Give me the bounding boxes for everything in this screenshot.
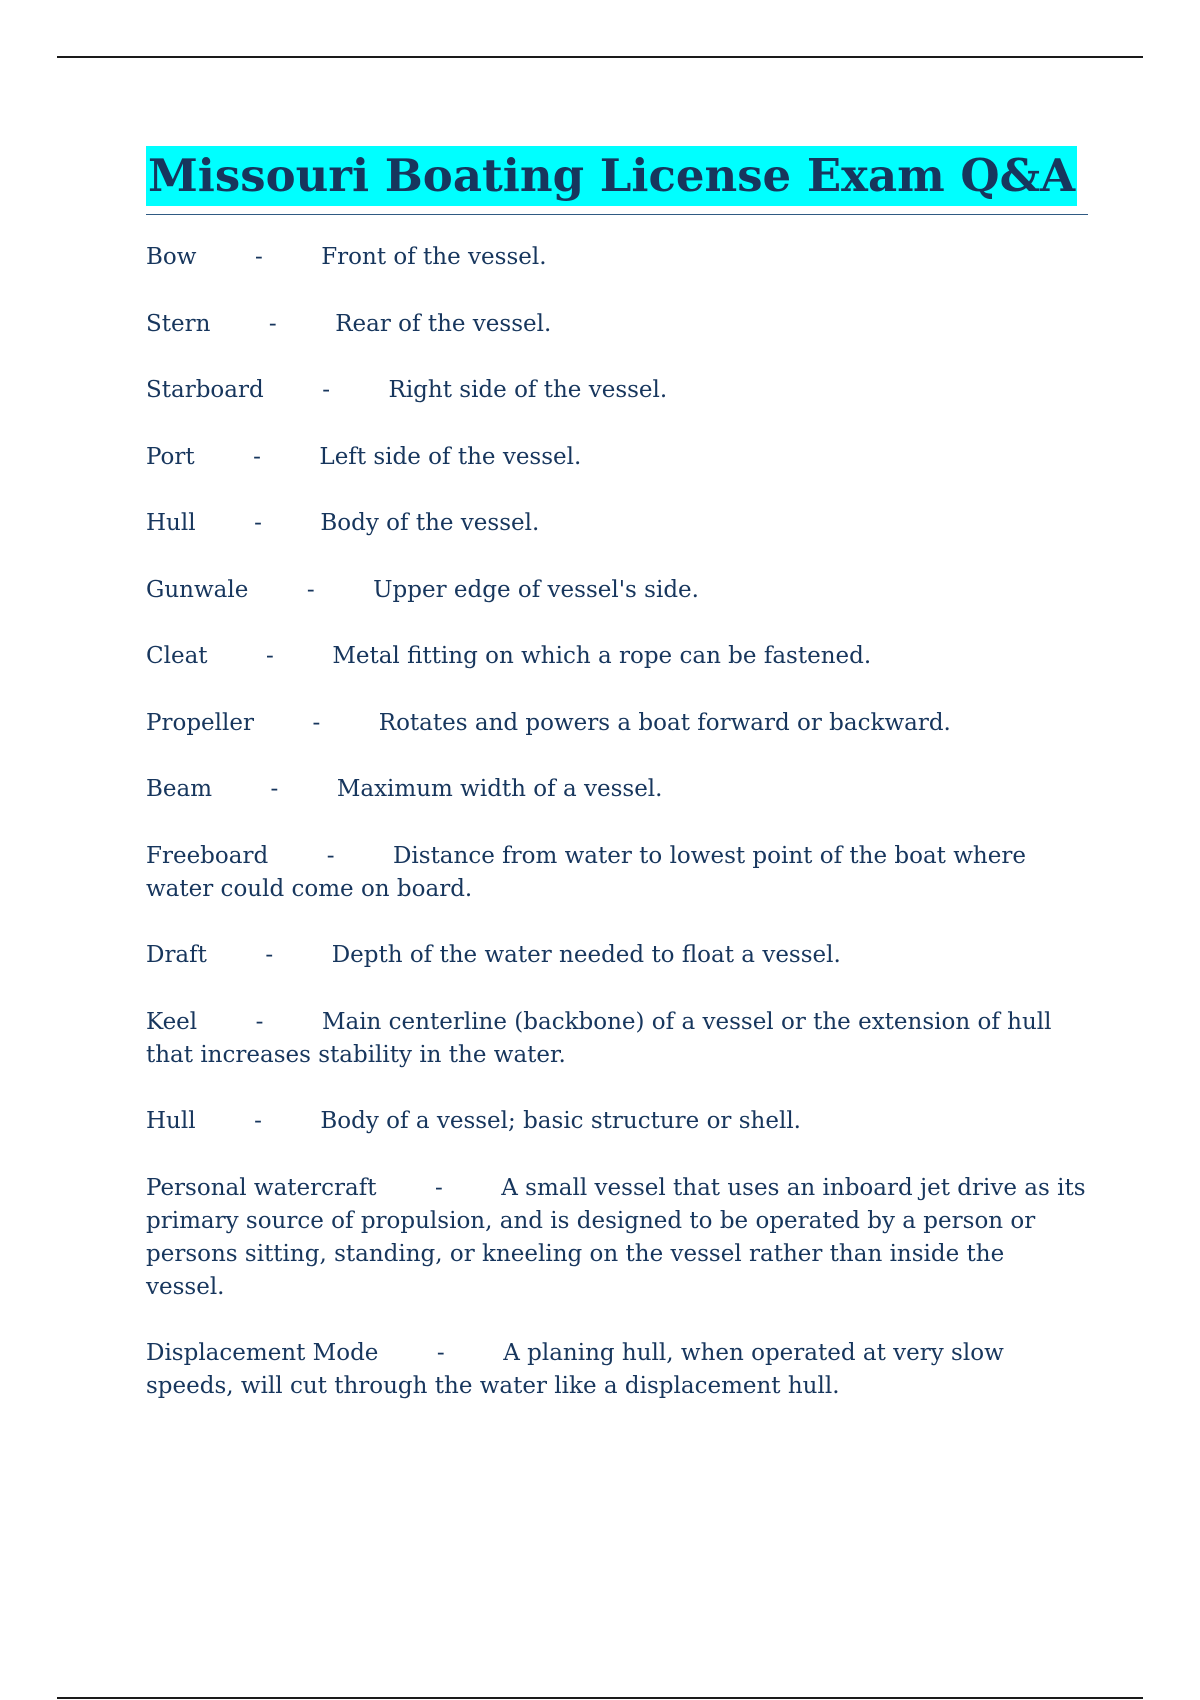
bottom-rule <box>57 1697 1143 1699</box>
qa-separator: - <box>322 377 330 403</box>
qa-definition: Left side of the vessel. <box>319 443 582 470</box>
qa-separator: - <box>436 1340 445 1366</box>
qa-definition: Rear of the vessel. <box>335 310 552 337</box>
qa-definition: Right side of the vessel. <box>388 377 668 403</box>
qa-term: Stern <box>146 310 211 337</box>
qa-separator: - <box>254 244 263 270</box>
qa-definition: Rotates and powers a boat forward or backward. <box>378 709 951 736</box>
qa-term: Propeller <box>146 709 254 736</box>
qa-term: Keel <box>146 1008 198 1035</box>
qa-definition: A small vessel that uses an inboard jet drive as its primary source of propulsion, and is designed to be operated by a person or persons sitting, standing, or kneeling on the vessel rather than inside the vessel. <box>146 1174 1093 1300</box>
qa-term: Beam <box>146 776 213 802</box>
qa-separator: - <box>266 643 274 669</box>
qa-entry <box>146 1105 1088 1138</box>
qa-entry <box>146 507 1088 540</box>
document-title: Missouri Boating License Exam Q&A <box>146 146 1077 206</box>
qa-entry <box>146 441 1088 474</box>
qa-list <box>146 241 1093 1403</box>
qa-separator: - <box>254 510 262 536</box>
qa-definition: Main centerline (backbone) of a vessel or the extension of hull that increases stability in the water. <box>146 1008 1059 1068</box>
qa-term: Freeboard <box>146 842 269 869</box>
qa-separator: - <box>312 709 321 736</box>
qa-separator: - <box>306 576 315 603</box>
qa-term: Cleat <box>146 643 208 669</box>
qa-term: Starboard <box>146 377 264 403</box>
qa-definition: Depth of the water needed to float a vessel. <box>331 942 841 968</box>
qa-separator: - <box>270 776 279 802</box>
qa-separator: - <box>254 1108 262 1134</box>
qa-entry <box>146 1337 1088 1403</box>
qa-separator: - <box>434 1174 443 1201</box>
qa-definition: Metal fitting on which a rope can be fastened. <box>332 643 872 669</box>
qa-entry <box>146 1172 1093 1304</box>
qa-entry <box>146 773 1088 806</box>
qa-definition: Body of the vessel. <box>320 510 540 536</box>
qa-entry <box>146 308 1088 341</box>
qa-entry <box>146 374 1088 407</box>
qa-entry <box>146 939 1088 972</box>
qa-separator: - <box>326 842 335 869</box>
qa-separator: - <box>253 443 261 470</box>
qa-term: Draft <box>146 942 207 968</box>
qa-term: Hull <box>146 510 196 536</box>
qa-definition: Upper edge of vessel's side. <box>373 576 699 603</box>
qa-term: Gunwale <box>146 576 249 603</box>
qa-definition: A planing hull, when operated at very slow speeds, will cut through the water like a displacement hull. <box>146 1340 1012 1399</box>
qa-term: Displacement Mode <box>146 1340 379 1366</box>
qa-separator: - <box>255 1008 264 1035</box>
qa-entry <box>146 640 1088 673</box>
qa-entry <box>146 1006 1088 1072</box>
qa-entry <box>146 241 1088 274</box>
top-rule <box>57 56 1143 58</box>
title-block <box>146 146 1088 215</box>
document-body <box>146 146 1093 1437</box>
qa-separator: - <box>265 942 274 968</box>
qa-entry <box>146 707 1088 740</box>
qa-definition: Front of the vessel. <box>321 244 547 270</box>
qa-term: Personal watercraft <box>146 1174 377 1201</box>
qa-definition: Maximum width of a vessel. <box>336 776 663 802</box>
qa-entry <box>146 574 1088 607</box>
qa-term: Port <box>146 443 195 470</box>
qa-term: Hull <box>146 1108 196 1134</box>
qa-term: Bow <box>146 244 197 270</box>
qa-separator: - <box>268 310 277 337</box>
qa-entry <box>146 840 1088 906</box>
qa-definition: Distance from water to lowest point of the boat where water could come on board. <box>146 842 1034 902</box>
qa-definition: Body of a vessel; basic structure or shell. <box>320 1108 801 1134</box>
